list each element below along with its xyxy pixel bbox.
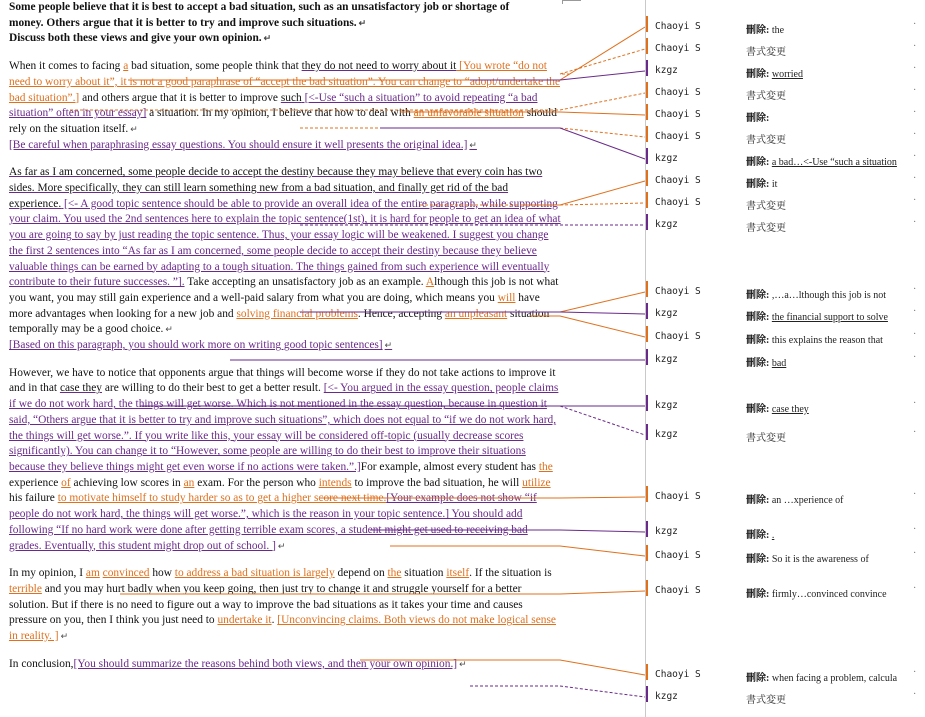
comment-text: the [771,25,785,36]
inserted-text[interactable]: an [183,476,195,489]
revision-comment[interactable] [646,521,925,543]
comment-author: Chaoyi S [655,197,701,208]
paragraph-mark-icon: ↵ [60,631,69,642]
delete-label: 刪除: [746,113,770,124]
revision-comment[interactable] [646,395,925,417]
comment-dot-icon: · [913,85,917,96]
body-text: should rely on the situation itself. [9,107,557,135]
blank-line [9,47,562,59]
comment-text: when facing a problem, calcula [771,673,898,684]
revision-color-bar [646,60,648,76]
body-text: achieving low scores in [70,476,184,489]
body-text: experience [9,476,62,489]
blank-line [9,645,562,657]
comment-dot-icon: · [913,129,917,140]
comment-dot-icon: · [913,195,917,206]
delete-label: 刪除: [746,157,772,168]
comment-author: kzgz [655,429,678,440]
comment-action [746,219,911,234]
revision-color-bar [646,281,648,297]
delete-label: 刪除: [746,673,772,684]
comment-author: Chaoyi S [655,286,701,297]
revision-color-bar [646,148,648,164]
inserted-text[interactable]: [<-Use “such a situation” to avoid repeating “a bad situation” often in your essay] [9,91,538,120]
comment-text: case they [771,404,809,415]
page-corner-mark [562,0,581,4]
comment-text: So it is the awareness of [771,554,869,565]
revision-comment[interactable] [646,664,925,686]
body-text: and others argue that it is better to improve [79,91,281,104]
paragraph-mark-icon: ↵ [459,658,467,669]
inserted-text[interactable]: intends [318,476,352,489]
paragraph-mark-icon: ↵ [165,324,173,335]
comment-action [746,691,911,706]
comment-action [746,526,911,541]
body-text: However, we have to notice that opponents argue that things will become worse if they do not take actions to improve it and in that [9,366,556,395]
body-text: exam. For the person who [194,476,319,489]
comment-dot-icon: · [913,173,917,184]
comment-author: kzgz [655,65,678,76]
revision-color-bar [646,664,648,680]
revision-comment[interactable] [646,38,925,60]
inserted-text[interactable]: You should add following “If no hard work were done after getting terrible exam scores, a student might get used to receiving bad grades. Eventually, this student might drop out of school. ] [9,508,528,552]
inserted-text[interactable]: [<- A good topic sentence should be able to provide an overall idea of the entire paragraph, while supporting your claim. You used the 2nd sentences here to explain the topic sentence(1st), it is hard for people to get an idea of what you are going to say by just reading the topic sentence. Thus, your essay logic will be weakened. I suggest you change the first 2 sentences into “As far as I am concerned, some people decide to accept their destiny because they believe valuable things can be earned by adapting to a tough situation. The things gained from such experience will eventually contribute to their future successes. ”]. [9,197,561,289]
revision-comment[interactable] [646,349,925,371]
paragraph-1-comment[interactable] [9,138,562,154]
revision-comment[interactable] [646,170,925,192]
comment-dot-icon: · [913,151,917,162]
revision-comment[interactable] [646,16,925,38]
comment-text: 書式変更 [746,695,786,706]
inserted-text[interactable]: [You wrote “do not need to worry about it”, it is not a good paraphrase of “accept the bad situation”. You can change to “adopt/undertake the bad situation”.] [9,60,560,104]
body-text: and you may hurt badly when you keep going, then just try to change it and struggle yourself for a better solution. But if there is no need to figure out a way to improve the bad situations as it takes your time and causes pressure on you, then I think you just need to [9,582,523,627]
comment-action [746,153,911,168]
paragraph-mark-icon: ↵ [130,123,138,134]
revision-comment[interactable] [646,580,925,602]
comment-text: bad [771,358,787,369]
paragraph-mark-icon: ↵ [384,340,393,351]
comment-text: this explains the reason that [771,335,883,346]
revision-comment[interactable] [646,486,925,508]
comment-action [746,429,911,444]
body-text: . Hence, accepting [357,307,445,320]
connector-line [560,49,645,74]
paragraph-mark-icon: ↵ [358,17,367,28]
comment-action [746,197,911,212]
comment-author: Chaoyi S [655,491,701,502]
comment-action [746,21,911,36]
body-text: to improve the bad situation, he will [351,476,523,489]
document-page [9,0,562,717]
inserted-text[interactable]: [<- You argued in the essay question, people claims if we do not work hard, the things will get worse. Which is not mentioned in the essay question, because in question it said, “Others argue that it is better to try and improve such situations”, which does not equal to “if we do not work hard, the things will get worse.”. If you write like this, your essay will be considered off-topic (usually decrease scores significantly). You can change it to “However, some people are willing to do their best to improve their situations because they believe things might get even worse if no actions were taken.”.] [9,382,559,473]
inserted-text[interactable]: convinced [102,567,150,580]
revision-comment[interactable] [646,686,925,708]
revision-color-bar [646,104,648,120]
revision-color-bar [646,545,648,561]
comment-action [746,491,911,506]
inserted-text[interactable]: will [497,291,516,304]
comment-author: kzgz [655,691,678,702]
body-text: For example, almost every student has [360,460,539,473]
inserted-text[interactable]: a [123,60,129,73]
comment-dot-icon: · [913,667,917,678]
paragraph-2-comment[interactable] [9,338,562,354]
inserted-text[interactable]: to address a bad situation is largely [174,567,335,580]
inserted-text[interactable]: terrible [9,582,42,595]
inserted-text[interactable]: of [61,476,71,489]
comment-dot-icon: · [913,489,917,500]
essay-prompt [9,0,562,47]
revision-color-bar [646,580,648,596]
comment-text: ,…a…lthough this job is not [771,290,887,301]
comment-author: kzgz [655,354,678,365]
comment-dot-icon: · [913,41,917,52]
inserted-text[interactable]: [You should summarize the reasons behind both views, and then your own opinion.] [73,657,458,670]
revision-comment[interactable] [646,214,925,236]
comment-action [746,87,911,102]
comment-action [746,585,911,600]
deleted-text-marker[interactable]: As far as I am concerned, some people decide to accept the destiny because they may believe that every coin has two sides. More specifically, they can still learn something new from a bad situation, and finally get rid of the bad experience. [9,166,543,210]
prompt-line-3: Discuss both these views and give your own opinion. [9,32,262,45]
comment-text: 書式変更 [746,433,786,444]
comment-action [746,65,911,80]
comment-action [746,331,911,346]
delete-label: 刪除: [746,554,772,565]
inserted-text[interactable]: the [538,460,553,473]
comment-dot-icon: · [913,583,917,594]
inserted-text[interactable]: undertake it [217,614,272,627]
comment-text: [Based on this paragraph, you should work more on writing good topic sentences] [9,339,383,352]
inserted-text[interactable]: to motivate himself to study harder so as to get a higher score next time. [57,492,387,505]
comment-author: kzgz [655,308,678,319]
inserted-text[interactable]: utilize [522,476,551,489]
delete-label: 刪除: [746,25,772,36]
comment-action [746,308,911,323]
comment-action [746,354,911,369]
paragraph-mark-icon: ↵ [469,139,477,150]
comment-text: an …xperience of [771,495,844,506]
comment-text: firmly…convinced convince [771,589,887,600]
comment-author: kzgz [655,153,678,164]
comment-text: 書式変更 [746,201,786,212]
comment-author: Chaoyi S [655,550,701,561]
comment-author: kzgz [655,400,678,411]
comment-text: a bad…<-Use “such a situation [771,157,897,168]
delete-label: 刪除: [746,290,772,301]
comment-author: Chaoyi S [655,43,701,54]
comment-dot-icon: · [913,107,917,118]
comment-dot-icon: · [913,548,917,559]
delete-label: 刪除: [746,404,772,415]
prompt-line-2: money. Others argue that it is better to try and improve such situations. [9,16,357,29]
comment-text: the financial support to solve [771,312,888,323]
comment-action [746,286,911,301]
revision-color-bar [646,486,648,502]
comment-author: Chaoyi S [655,21,701,32]
revision-color-bar [646,126,648,142]
comment-action [746,550,911,565]
revision-comment[interactable] [646,545,925,567]
revision-comment[interactable] [646,303,925,325]
revision-color-bar [646,326,648,342]
comment-action [746,43,911,58]
comment-author: Chaoyi S [655,585,701,596]
delete-label: 刪除: [746,358,772,369]
comment-dot-icon: · [913,19,917,30]
body-text: . [271,614,278,627]
delete-label: 刪除: [746,335,772,346]
delete-label: 刪除: [746,589,772,600]
revision-color-bar [646,192,648,208]
revision-color-bar [646,82,648,98]
comment-author: Chaoyi S [655,131,701,142]
revision-color-bar [646,395,648,411]
delete-label: 刪除: [746,495,772,506]
comment-action [746,109,911,124]
revision-comment[interactable] [646,82,925,104]
revision-color-bar [646,38,648,54]
paragraph-mark-icon: ↵ [277,540,286,551]
comment-dot-icon: · [913,352,917,363]
comment-dot-icon: · [913,398,917,409]
revision-comment[interactable] [646,148,925,170]
revision-color-bar [646,214,648,230]
body-text: how [149,567,175,580]
inserted-text[interactable]: [Your example does not show “if people do not work hard, the things will get worse.”, which is the reason in your topic sentence.] [9,492,537,521]
deleted-text-marker[interactable]: such [280,91,302,104]
comment-text: it [771,179,778,190]
comment-dot-icon: · [913,63,917,74]
body-text: . If the situation is [469,567,552,580]
body-text: are willing to do their best to get a better result. [102,382,324,395]
comment-action [746,131,911,146]
revision-color-bar [646,349,648,365]
inserted-text[interactable]: an unpleasant [444,307,508,320]
comment-dot-icon: · [913,524,917,535]
comment-author: kzgz [655,526,678,537]
revision-comment[interactable] [646,326,925,348]
inserted-text[interactable]: A [425,276,435,289]
comment-text: 書式変更 [746,91,786,102]
comment-dot-icon: · [913,689,917,700]
body-text: lthough this job is not what you want, you may still gain experience and a well-paid salary from what you are doing, which means you [9,276,559,304]
deleted-text-marker[interactable]: they do not need to worry about it [301,60,457,73]
body-text: depend on [334,567,388,580]
delete-label: 刪除: [746,69,772,80]
body-text: In my opinion, I [9,567,86,580]
comment-author: Chaoyi S [655,109,701,120]
comment-text: 書式変更 [746,223,786,234]
revision-comment[interactable] [646,424,925,446]
comment-dot-icon: · [913,217,917,228]
inserted-text[interactable]: the [387,567,402,580]
revision-color-bar [646,16,648,32]
blank-line [9,354,562,366]
revision-comment[interactable] [646,281,925,303]
blank-line [9,554,562,566]
comment-dot-icon: · [913,306,917,317]
comment-author: Chaoyi S [655,87,701,98]
blank-line [9,153,562,165]
body-text: bad situation, some people think that [128,60,302,73]
comment-dot-icon: · [913,427,917,438]
paragraph-4[interactable] [9,566,562,645]
revision-color-bar [646,521,648,537]
revision-color-bar [646,424,648,440]
revision-comment[interactable] [646,104,925,126]
comment-text: 書式変更 [746,47,786,58]
revision-color-bar [646,170,648,186]
body-text: situation temporally may be a good choice. [9,307,550,336]
paragraph-2[interactable] [9,165,562,338]
body-text: his failure [9,492,58,505]
comment-action [746,400,911,415]
paragraph-5[interactable] [9,657,562,673]
revision-color-bar [646,303,648,319]
revision-color-bar [646,686,648,702]
comment-text: . [771,530,775,541]
body-text: Take accepting an unsatisfactory job as an example. [184,276,426,289]
comment-author: Chaoyi S [655,331,701,342]
comment-text: 書式変更 [746,135,786,146]
comment-author: Chaoyi S [655,175,701,186]
body-text: In conclusion, [9,657,74,670]
comment-action [746,175,911,190]
comment-pane[interactable] [645,0,925,717]
delete-label: 刪除: [746,179,772,190]
delete-label: 刪除: [746,530,772,541]
comment-author: kzgz [655,219,678,230]
inserted-text[interactable]: am [85,567,100,580]
revision-comment[interactable] [646,126,925,148]
inserted-text[interactable]: solving financial problems [236,307,358,320]
paragraph-1[interactable] [9,59,562,138]
revision-comment[interactable] [646,60,925,82]
comment-dot-icon: · [913,284,917,295]
comment-text: [Be careful when paraphrasing essay questions. You should ensure it well presents the original idea.] [9,138,468,151]
body-text: a situation. In my opinion, I believe that how to deal with [146,107,414,120]
paragraph-mark-icon: ↵ [263,33,272,44]
inserted-text[interactable]: [Unconvincing claims. Both views do not make logical sense in reality. ] [9,614,556,643]
delete-label: 刪除: [746,312,772,323]
comment-action [746,669,911,684]
comment-dot-icon: · [913,329,917,340]
comment-author: Chaoyi S [655,669,701,680]
inserted-text[interactable]: an [413,107,425,120]
revision-comment[interactable] [646,192,925,214]
body-text: have more advantages when looking for a new job and [9,291,540,320]
inserted-text[interactable]: unfavorable situation [424,107,524,120]
paragraph-3[interactable] [9,366,562,554]
deleted-text-marker[interactable]: case they [59,382,102,395]
prompt-line-1: Some people believe that it is best to accept a bad situation, such as an unsatisfactory job or shortage of [9,1,510,13]
comment-text: worried [771,69,803,80]
body-text: situation [401,567,447,580]
body-text: When it comes to facing [9,60,124,73]
inserted-text[interactable]: itself [446,567,470,580]
